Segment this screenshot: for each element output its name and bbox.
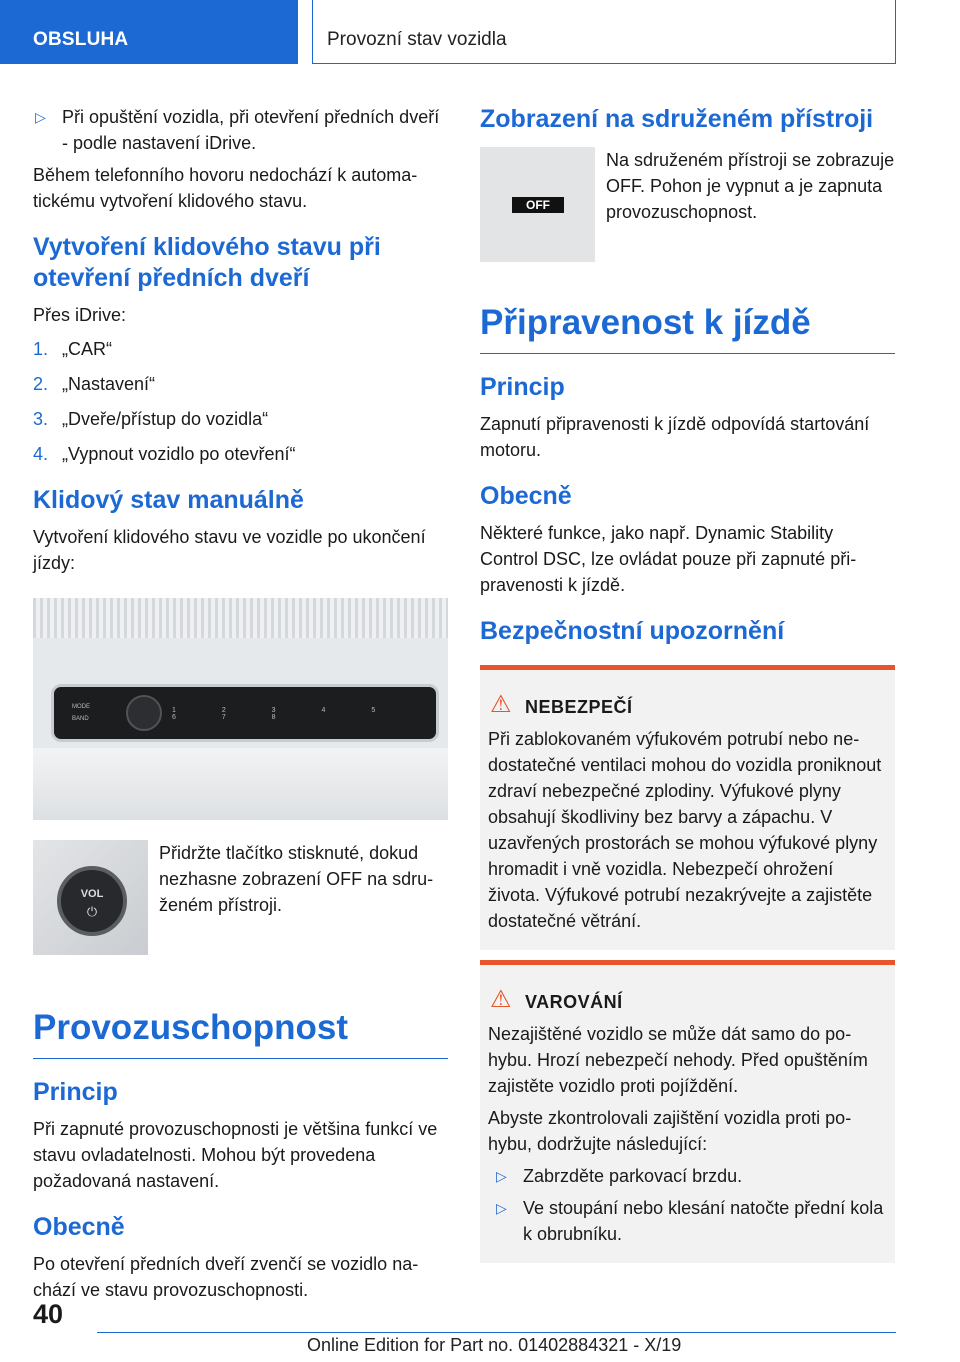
warning-triangle-icon: ⚠ [490, 986, 513, 1013]
paragraph: Abyste zkontrolovali zajištění vozidla proti pohybu, dodržujte následující: [488, 1108, 852, 1154]
warning-box: ⚠ VAROVÁNÍ Nezajištěné vozidlo se může dát samo do pohybu. Hrozí nebezpečí nehody. Před opuštěním zajistěte vozidlo proti pojíždění. Abyste zkontrolovali zajištění vozidla proti pohybu, dodržujte následující: ▷ Zabrzděte parkovací brzdu. ▷ Ve stoupání nebo klesání natočte přední kola k obrubníku. [480, 960, 895, 1263]
console-image [33, 598, 448, 820]
paragraph: Nezajištěné vozidlo se může dát samo do pohybu. Hrozí nebezpečí nehody. Před opuštěním zajistěte vozidlo proti pojíždění. [488, 1024, 868, 1096]
radio-panel: MODE BAND 1 2 3 4 5 6 7 8 [51, 684, 439, 742]
paragraph: Během telefonního hovoru nedochází k automatickému vytvoření klidového stavu. [33, 165, 418, 211]
paragraph: Při zablokovaném výfukovém potrubí nebo nedostatečné ventilaci mohou do vozidla proniknout zdraví nebezpečné zplodiny. Výfukové plyny obsahují škodliviny bez barvy a zápachu. V uzavřených prostorách se mohou výfukové plyny hromadit i vně vozidla. Nebezpečí ohrožení života. Výfukové potrubí nezakrývejte a zajistěte dostatečné větrání. [488, 729, 882, 931]
heading-principle: Princip [33, 1078, 118, 1106]
vol-knob-icon [126, 695, 162, 731]
heading-ready-to-drive: Připravenost k jízdě [480, 301, 895, 354]
triangle-bullet-icon: ▷ [35, 109, 46, 125]
heading-safety: Bezpečnostní upozornění [480, 617, 785, 645]
paragraph: Zapnutí připravenosti k jízdě odpovídá startování motoru. [480, 414, 870, 460]
paragraph: Některé funkce, jako např. Dynamic Stability Control DSC, lze ovládat pouze při zapnuté připravenosti k jízdě. [480, 523, 857, 595]
section-tab [0, 0, 298, 64]
paragraph: Po otevření předních dveří zvenčí se vozidlo nachází ve stavu provozuschopnosti. [33, 1254, 419, 1300]
paragraph: Na sdruženém přístroji se zobrazuje OFF. Pohon je vypnut a je zapnuta provozuschopnost. [606, 150, 895, 222]
list-item: 1. „CAR“ [33, 339, 112, 359]
danger-box: ⚠ NEBEZPEČÍ Při zablokovaném výfukovém potrubí nebo nedostatečné ventilaci mohou do vozidla proniknout zdraví nebezpečné zplodiny. Výfukové plyny obsahují škodliviny bez barvy a zápachu. V uzavřených prostorách se mohou výfukové plyny hromadit i vně vozidla. Nebezpečí ohrožení života. Výfukové potrubí nezakrývejte a zajistěte dostatečné větrání. [480, 665, 895, 950]
power-icon: ⏻ [86, 904, 98, 919]
paragraph: Přidržte tlačítko stisknuté, dokud nezhasne zobrazení OFF na sdruženém přístroji. [159, 843, 434, 915]
left-column [33, 104, 448, 1311]
triangle-bullet-icon: ▷ [496, 1200, 507, 1216]
list-item: ▷ Ve stoupání nebo klesání natočte přední kola k obrubníku. [494, 1195, 887, 1247]
list-item: 4. „Vypnout vozidlo po otevření“ [33, 444, 296, 464]
steps-list [33, 336, 448, 467]
vol-knob-image: VOL ⏻ [33, 840, 148, 955]
heading-general: Obecně [480, 482, 572, 510]
heading-cluster-display: Zobrazení na sdruženém přístroji [480, 105, 874, 133]
heading-general: Obecně [33, 1213, 125, 1241]
triangle-bullet-icon: ▷ [496, 1168, 507, 1184]
warning-triangle-icon: ⚠ [490, 691, 513, 718]
heading-operability: Provozuschopnost [33, 1006, 448, 1059]
list-item: 2. „Nastavení“ [33, 374, 156, 394]
page-header [312, 0, 896, 64]
list-item: ▷ Při opuštění vozidla, při otevření předních dveří - podle nastavení iDrive. [33, 104, 448, 156]
list-item: ▷ Zabrzděte parkovací brzdu. [494, 1163, 887, 1189]
heading-rest-front-doors: Vytvoření klidového stavu při otevření předních dveří [33, 233, 381, 292]
footer-divider [97, 1332, 896, 1333]
air-vents [33, 598, 448, 638]
list-item: 3. „Dveře/přístup do vozidla“ [33, 409, 269, 429]
page-header-title: Provozní stav vozidla [327, 29, 507, 50]
paragraph: Vytvoření klidového stavu ve vozidle po ukončení jízdy: [33, 527, 426, 573]
paragraph: Při zapnuté provozuschopnosti je většina funkcí ve stavu ovladatelnosti. Mohou být provedena požadovaná nastavení. [33, 1119, 438, 1191]
right-column [480, 104, 895, 1263]
footer-edition: Online Edition for Part no. 01402884321 - X/19 [307, 1335, 682, 1355]
paragraph: Přes iDrive: [33, 305, 127, 325]
page-number: 40 [33, 1299, 64, 1329]
heading-manual-rest: Klidový stav manuálně [33, 486, 304, 514]
off-display-image: OFF [480, 147, 595, 262]
heading-principle: Princip [480, 373, 565, 401]
section-label: OBSLUHA [33, 29, 129, 50]
